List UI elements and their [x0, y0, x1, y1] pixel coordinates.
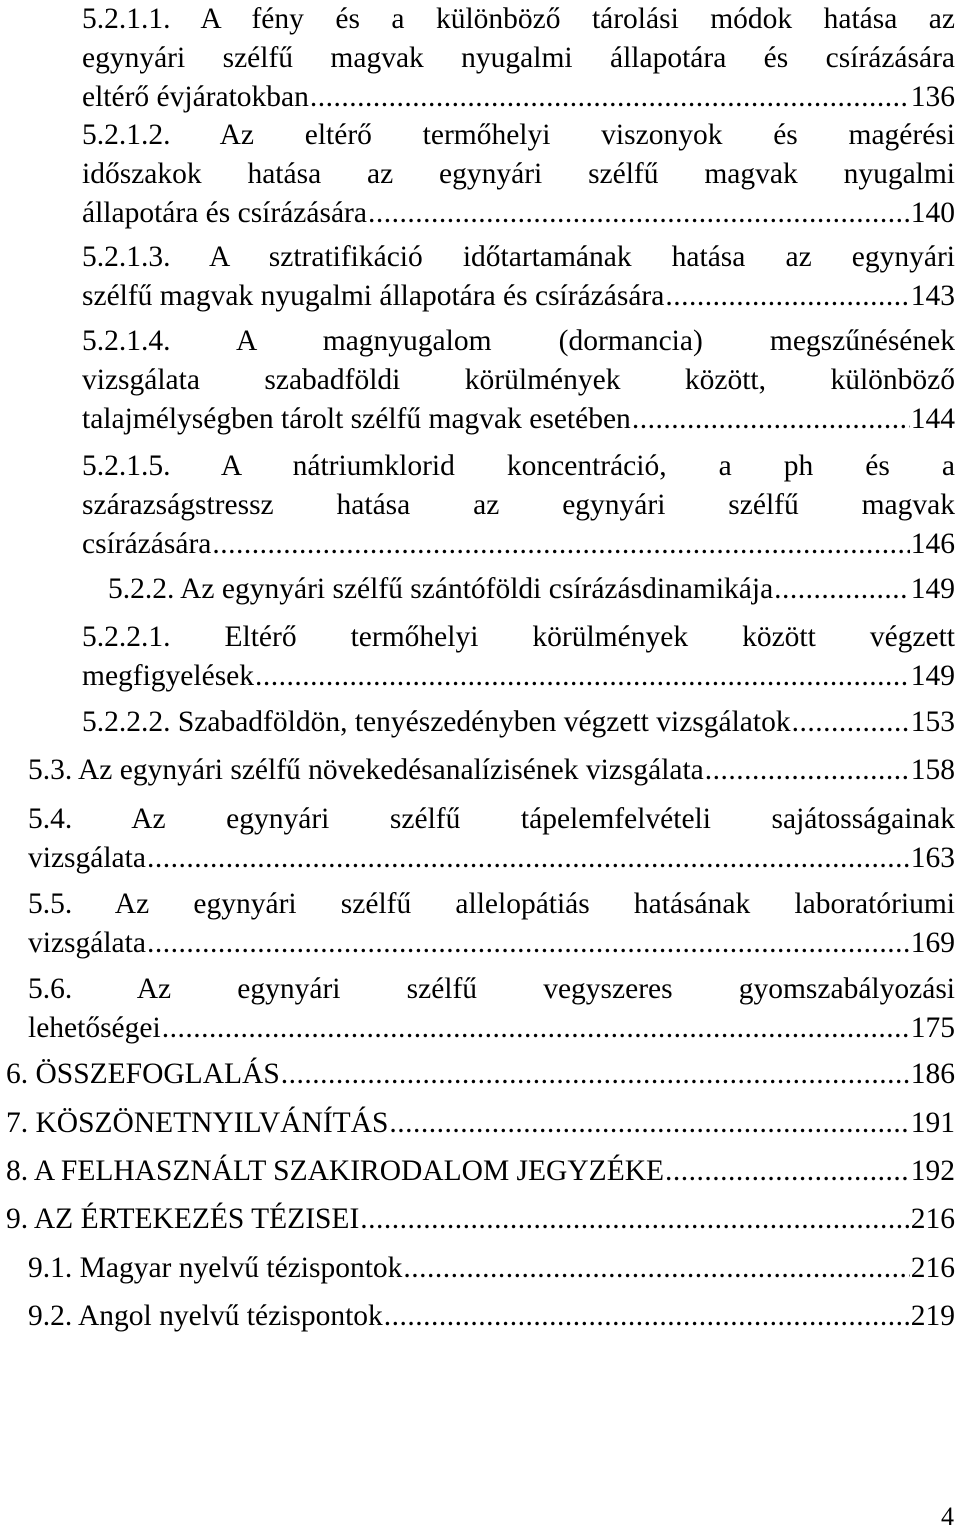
toc-entry[interactable] [0, 618, 960, 696]
toc-entry-line [6, 1152, 955, 1190]
dot-leader [281, 1055, 910, 1093]
dot-leader [403, 1249, 909, 1287]
toc-page-number: 163 [910, 842, 955, 874]
toc-entry-text: 9.2. Angol nyelvű tézispontok [28, 1300, 383, 1332]
toc-entry-line [82, 525, 955, 563]
toc-entry[interactable] [0, 970, 960, 1048]
toc-entry-text: állapotára és csírázására [82, 197, 367, 229]
toc-entry-text: szélfű magvak nyugalmi állapotára és csírázására [82, 280, 665, 312]
toc-entry[interactable] [0, 703, 960, 742]
toc-page-number: 175 [910, 1012, 955, 1044]
toc-entry-text: 5.5. Az egynyári szélfű allelopátiás hatásának laboratóriumi [28, 888, 955, 920]
toc-entry-text: 5.2.1.1. A fény és a különböző tárolási módok hatása az [82, 3, 955, 35]
toc-entry-text: 9. AZ ÉRTEKEZÉS TÉZISEI [6, 1203, 360, 1235]
toc-entry-line [82, 194, 955, 232]
toc-entry-line [28, 1297, 955, 1335]
toc-entry-text: 5.2.2. Az egynyári szélfű szántóföldi csírázásdinamikája [108, 573, 774, 605]
toc-page-number: 216 [910, 1252, 955, 1284]
toc-entry[interactable] [0, 238, 960, 316]
toc-entry-line [6, 1200, 955, 1238]
toc-entry-line [6, 1104, 955, 1142]
toc-entry-text: 9.1. Magyar nyelvű tézispontok [28, 1252, 403, 1284]
toc-entry-line [108, 570, 955, 608]
toc-entry[interactable] [0, 322, 960, 439]
toc-entry-line [82, 703, 955, 741]
toc-entry-text: lehetőségei [28, 1012, 161, 1044]
toc-entry-text: 5.2.2.2. Szabadföldön, tenyészedényben végzett vizsgálatok [82, 706, 791, 738]
dot-leader [774, 570, 910, 608]
toc-entry-text: 5.4. Az egynyári szélfű tápelemfelvételi sajátosságainak [28, 803, 955, 835]
dot-leader [255, 657, 910, 695]
toc-entry-text: szárazságstressz hatása az egynyári szélfű magvak [82, 489, 955, 521]
dot-leader [632, 400, 910, 438]
toc-entry[interactable] [0, 1249, 960, 1288]
toc-page-number: 143 [910, 280, 955, 312]
toc-page-number: 144 [910, 403, 955, 435]
dot-leader [389, 1104, 909, 1142]
toc-page-number: 158 [910, 754, 955, 786]
toc-entry-text: csírázására [82, 528, 212, 560]
toc-page-number: 146 [910, 528, 955, 560]
toc-page-number: 216 [910, 1203, 955, 1235]
dot-leader [360, 1200, 909, 1238]
toc-entry-text: vizsgálata [28, 842, 146, 874]
toc-entry-text: 6. ÖSSZEFOGLALÁS [6, 1058, 280, 1090]
toc-page-number: 169 [910, 927, 955, 959]
dot-leader [792, 703, 910, 741]
toc-entry[interactable] [0, 1200, 960, 1239]
toc-entry-text: 5.6. Az egynyári szélfű vegyszeres gyomszabályozási [28, 973, 955, 1005]
dot-leader [212, 525, 909, 563]
toc-page-number: 191 [910, 1107, 955, 1139]
toc-entry-text: 7. KÖSZÖNETNYILVÁNÍTÁS [6, 1107, 389, 1139]
toc-entry[interactable] [0, 116, 960, 233]
toc-entry[interactable] [0, 447, 960, 564]
toc-entry-text: vizsgálata szabadföldi körülmények között, különböző [82, 364, 955, 396]
toc-entry[interactable] [0, 570, 960, 609]
toc-entry[interactable] [0, 0, 960, 117]
dot-leader [665, 277, 909, 315]
toc-entry-text: 5.2.1.5. A nátriumklorid koncentráció, a ph és a [82, 450, 955, 482]
toc-entry-text: 5.2.1.2. Az eltérő termőhelyi viszonyok és magérési [82, 119, 955, 151]
toc-entry-line [28, 924, 955, 962]
toc-entry-line [82, 277, 955, 315]
toc-page-number: 153 [910, 706, 955, 738]
toc-entry[interactable] [0, 885, 960, 963]
dot-leader [705, 751, 910, 789]
toc-entry[interactable] [0, 751, 960, 790]
toc-entry-text: időszakok hatása az egynyári szélfű magvak nyugalmi [82, 158, 955, 190]
toc-entry-text: megfigyelések [82, 660, 255, 692]
toc-page-number: 149 [910, 573, 955, 605]
dot-leader [162, 1009, 910, 1047]
toc-entry-text: 5.3. Az egynyári szélfű növekedésanalízisének vizsgálata [28, 754, 704, 786]
toc-page-number: 192 [910, 1155, 955, 1187]
toc-entry[interactable] [0, 800, 960, 878]
toc-entry-text: 5.2.1.4. A magnyugalom (dormancia) megszűnésének [82, 325, 955, 357]
toc-entry[interactable] [0, 1104, 960, 1143]
toc-page-number: 186 [910, 1058, 955, 1090]
toc-entry-text: eltérő évjáratokban [82, 81, 309, 113]
toc-entry-text: egynyári szélfű magvak nyugalmi állapotára és csírázására [82, 42, 955, 74]
toc-entry-line [28, 839, 955, 877]
toc-entry-line [82, 400, 955, 438]
dot-leader [368, 194, 910, 232]
dot-leader [310, 78, 910, 116]
toc-entry-line [82, 657, 955, 695]
dot-leader [147, 839, 910, 877]
toc-page-number: 136 [910, 81, 955, 113]
toc-entry-line [28, 1009, 955, 1047]
toc-entry-line [6, 1055, 955, 1093]
toc-entry-text: talajmélységben tárolt szélfű magvak esetében [82, 403, 631, 435]
toc-entry-line [28, 1249, 955, 1287]
toc-entry-line [28, 751, 955, 789]
toc-entry[interactable] [0, 1152, 960, 1191]
toc-entry-text: vizsgálata [28, 927, 146, 959]
dot-leader [147, 924, 910, 962]
dot-leader [384, 1297, 910, 1335]
toc-entry-line [82, 78, 955, 116]
toc-entry[interactable] [0, 1055, 960, 1094]
page-number: 4 [941, 1502, 954, 1531]
toc-entry-text: 5.2.2.1. Eltérő termőhelyi körülmények között végzett [82, 621, 955, 653]
toc-entry-text: 8. A FELHASZNÁLT SZAKIRODALOM JEGYZÉKE [6, 1155, 665, 1187]
toc-entry[interactable] [0, 1297, 960, 1336]
dot-leader [665, 1152, 910, 1190]
toc-page-number: 140 [910, 197, 955, 229]
toc-page-number: 149 [910, 660, 955, 692]
toc-entry-text: 5.2.1.3. A sztratifikáció időtartamának hatása az egynyári [82, 241, 955, 273]
toc-page-number: 219 [910, 1300, 955, 1332]
